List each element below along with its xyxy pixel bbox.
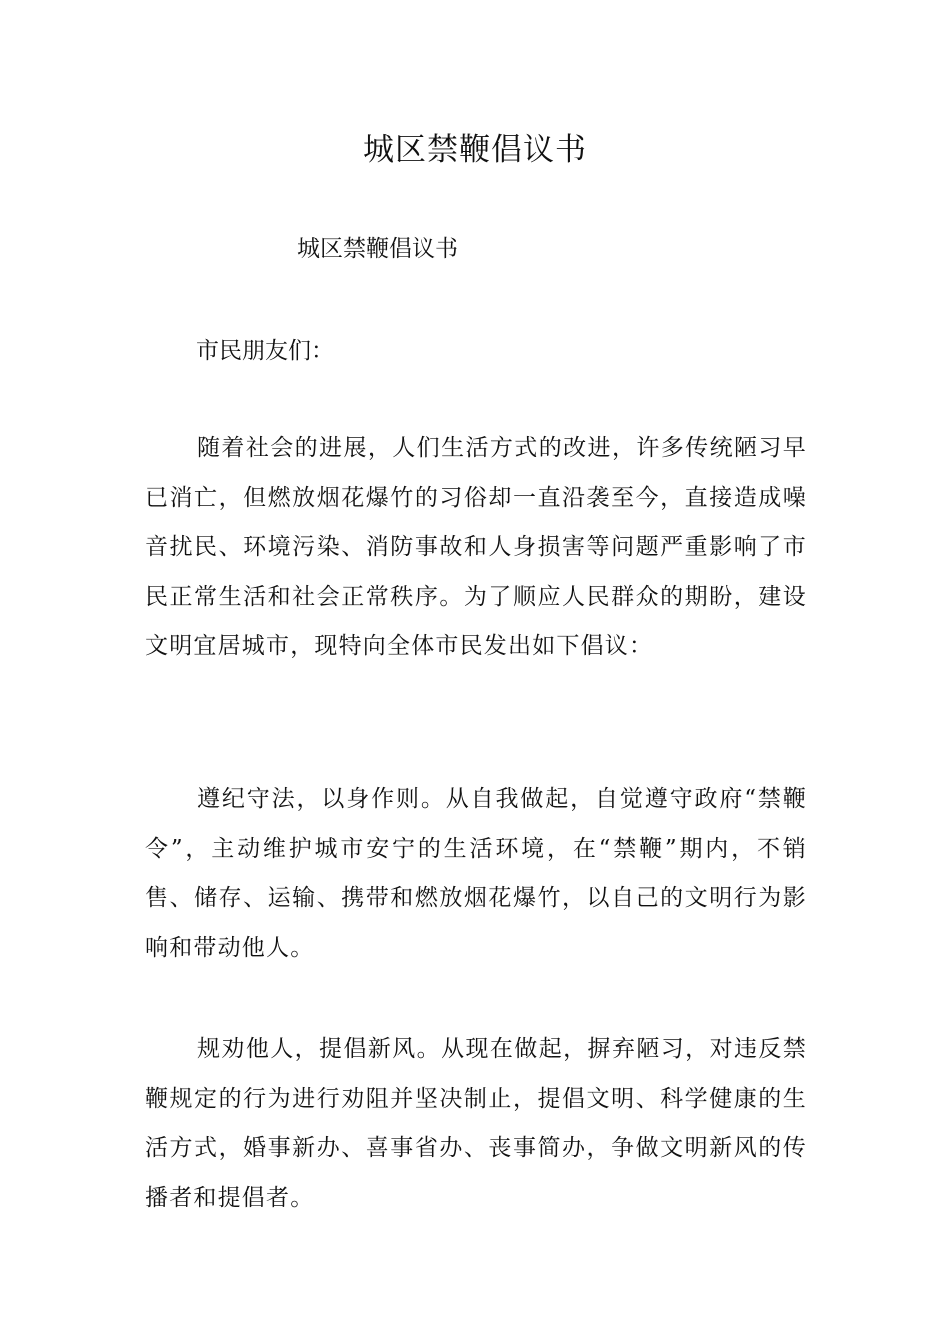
paragraph-obey-law: 遵纪守法，以身作则。从自我做起，自觉遵守政府“禁鞭令”，主动维护城市安宁的生活环境，在“禁鞭”期内，不销售、储存、运输、携带和燃放烟花爆竹，以自己的文明行为影响和带动他人。 [145,786,807,961]
document-subtitle: 城区禁鞭倡议书 [297,236,458,262]
paragraph-intro: 随着社会的进展，人们生活方式的改进，许多传统陋习早已消亡，但燃放烟花爆竹的习俗却一直沿袭至今，直接造成噪音扰民、环境污染、消防事故和人身损害等问题严重影响了市民正常生活和社会正常秩序。为了顺应人民群众的期盼，建设文明宜居城市，现特向全体市民发出如下倡议： [145,435,807,659]
salutation: 市民朋友们： [196,338,334,364]
paragraph-advocate-new-custom: 规劝他人，提倡新风。从现在做起，摒弃陋习，对违反禁鞭规定的行为进行劝阻并坚决制止，提倡文明、科学健康的生活方式，婚事新办、喜事省办、丧事简办，争做文明新风的传播者和提倡者。 [145,1036,807,1211]
document-title: 城区禁鞭倡议书 [363,132,587,168]
